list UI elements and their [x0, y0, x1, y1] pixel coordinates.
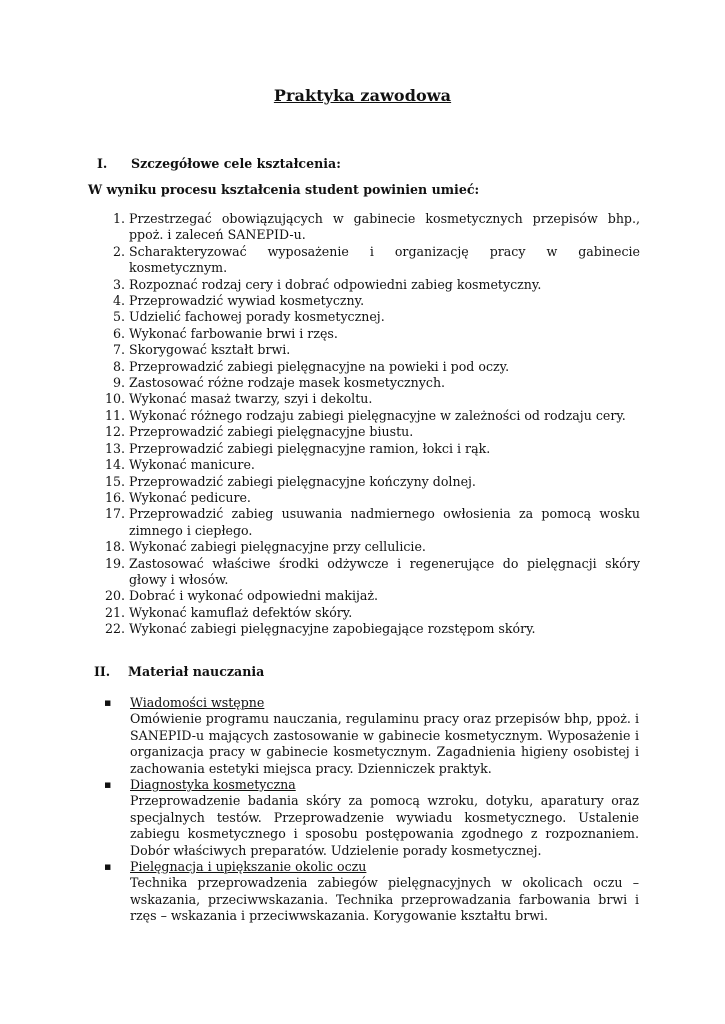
list-item-number: 21. [104, 604, 125, 620]
bullet-icon: ▪ [104, 778, 112, 792]
list-item-text: Wykonać farbowanie brwi i rzęs. [129, 325, 338, 341]
list-item-text: Scharakteryzować wyposażenie i organizację pracy w gabinecie kosmetycznym. [129, 243, 640, 276]
section-2-title: Materiał nauczania [128, 664, 265, 679]
list-item-text: Przeprowadzić zabiegi pielęgnacyjne na powieki i pod oczy. [129, 358, 510, 374]
list-item-text: Rozpoznać rodzaj cery i dobrać odpowiedni zabieg kosmetyczny. [129, 276, 542, 292]
list-item-number: 4. [112, 293, 125, 309]
list-item [92, 326, 640, 342]
list-item-text: Wykonać masaż twarzy, szyi i dekoltu. [129, 391, 373, 407]
bullet-icon: ▪ [104, 696, 112, 709]
list-item-number: 8. [112, 358, 125, 374]
list-item-number: 5. [112, 309, 125, 325]
list-item-text: Wykonać pedicure. [129, 489, 251, 505]
list-item [92, 490, 640, 506]
list-item-number: 1. [112, 211, 125, 226]
page-title: Praktyka zawodowa [273, 86, 452, 105]
list-item [92, 605, 640, 621]
teaching-material-list [93, 695, 639, 925]
list-item-text: Przeprowadzić zabiegi pielęgnacyjne biustu. [129, 424, 414, 440]
list-item [92, 621, 640, 637]
list-item-number: 7. [112, 342, 125, 358]
list-item [92, 277, 640, 293]
list-item [92, 441, 640, 457]
list-item [92, 556, 640, 589]
list-item-number: 16. [104, 489, 125, 505]
list-item-text: Wykonać zabiegi pielęgnacyjne przy cellulicie. [129, 539, 426, 555]
section-2-number: II. [94, 664, 111, 679]
list-item-number: 6. [112, 325, 125, 341]
list-item-number: 2. [112, 243, 125, 259]
list-item [92, 211, 640, 244]
list-item-text: Dobrać i wykonać odpowiedni makijaż. [129, 588, 379, 604]
list-item [92, 457, 640, 473]
list-item [92, 506, 640, 539]
list-item [92, 244, 640, 277]
list-item [92, 424, 640, 440]
list-item [92, 309, 640, 325]
list-item-number: 3. [112, 276, 125, 292]
list-item [92, 474, 640, 490]
list-item-number: 22. [104, 621, 125, 637]
list-item-text: Wykonać różnego rodzaju zabiegi pielęgnacyjne w zależności od rodzaju cery. [129, 407, 626, 423]
list-item-number: 18. [104, 539, 125, 555]
topic-title: Pielęgnacja i upiększanie okolic oczu [130, 859, 367, 875]
list-item-number: 20. [104, 588, 125, 604]
list-item [92, 342, 640, 358]
list-item [92, 391, 640, 407]
list-item-number: 17. [104, 506, 125, 522]
list-item-number: 15. [104, 473, 125, 489]
list-item-number: 9. [112, 375, 125, 391]
learning-goals-list [92, 211, 640, 638]
list-item-text: Wykonać kamuflaż defektów skóry. [129, 604, 353, 620]
list-item-text: Wykonać manicure. [129, 457, 255, 473]
list-item-text: Wykonać zabiegi pielęgnacyjne zapobiegające rozstępom skóry. [129, 621, 536, 637]
section-1-number: I. [97, 156, 108, 171]
section-1-intro: W wyniku procesu kształcenia student powinien umieć: [88, 182, 480, 197]
material-topic [93, 777, 639, 859]
bullet-icon: ▪ [104, 860, 112, 874]
list-item-text: Skorygować kształt brwi. [129, 342, 291, 358]
list-item [92, 588, 640, 604]
list-item-text: Udzielić fachowej porady kosmetycznej. [129, 309, 385, 325]
list-item [92, 539, 640, 555]
list-item-number: 11. [104, 407, 125, 423]
list-item [92, 375, 640, 391]
material-topic [93, 859, 639, 925]
list-item-number: 13. [104, 440, 125, 456]
list-item [92, 293, 640, 309]
list-item-text: Przeprowadzić zabiegi pielęgnacyjne ramion, łokci i rąk. [129, 440, 491, 456]
topic-description: Omówienie programu nauczania, regulaminu pracy oraz przepisów bhp, ppoż. i SANEPID-u mających zastosowanie w gabinecie kosmetycznym. Wyposażenie i organizacja pracy w gabinecie kosmetycznym. Zagadnienia higieny osobistej i zachowania estetyki miejsca pracy. Dzienniczek praktyk. [130, 711, 639, 776]
list-item-text: Przestrzegać obowiązujących w gabinecie kosmetycznych przepisów bhp., ppoż. i zaleceń SANEPID-u. [129, 211, 640, 243]
list-item-number: 19. [104, 555, 125, 571]
section-1-title: Szczegółowe cele kształcenia: [131, 156, 341, 171]
list-item [92, 408, 640, 424]
list-item-number: 12. [104, 424, 125, 440]
topic-title: Diagnostyka kosmetyczna [130, 777, 296, 793]
list-item [92, 359, 640, 375]
topic-description: Technika przeprowadzenia zabiegów pielęgnacyjnych w okolicach oczu – wskazania, przeciwwskazania. Technika przeprowadzania farbowania brwi i rzęs – wskazania i przeciwwskazania. Korygowanie kształtu brwi. [130, 875, 639, 924]
list-item-number: 10. [104, 391, 125, 407]
list-item-text: Zastosować właściwe środki odżywcze i regenerujące do pielęgnacji skóry głowy i włosów. [129, 555, 640, 587]
list-item-number: 14. [104, 457, 125, 473]
list-item-text: Przeprowadzić zabieg usuwania nadmiernego owłosienia za pomocą wosku zimnego i ciepłego. [129, 506, 640, 538]
material-topic [93, 695, 639, 777]
list-item-text: Przeprowadzić wywiad kosmetyczny. [129, 293, 365, 309]
list-item-text: Zastosować różne rodzaje masek kosmetycznych. [129, 375, 446, 391]
topic-description: Przeprowadzenie badania skóry za pomocą wzroku, dotyku, aparatury oraz specjalnych testów. Przeprowadzenie wywiadu kosmetycznego. Ustalenie zabiegu kosmetycznego i sposobu postępowania zgodnego z rozpoznaniem. Dobór właściwych preparatów. Udzielenie porady kosmetycznej. [130, 793, 639, 858]
topic-title: Wiadomości wstępne [130, 695, 265, 710]
list-item-text: Przeprowadzić zabiegi pielęgnacyjne kończyny dolnej. [129, 473, 476, 489]
